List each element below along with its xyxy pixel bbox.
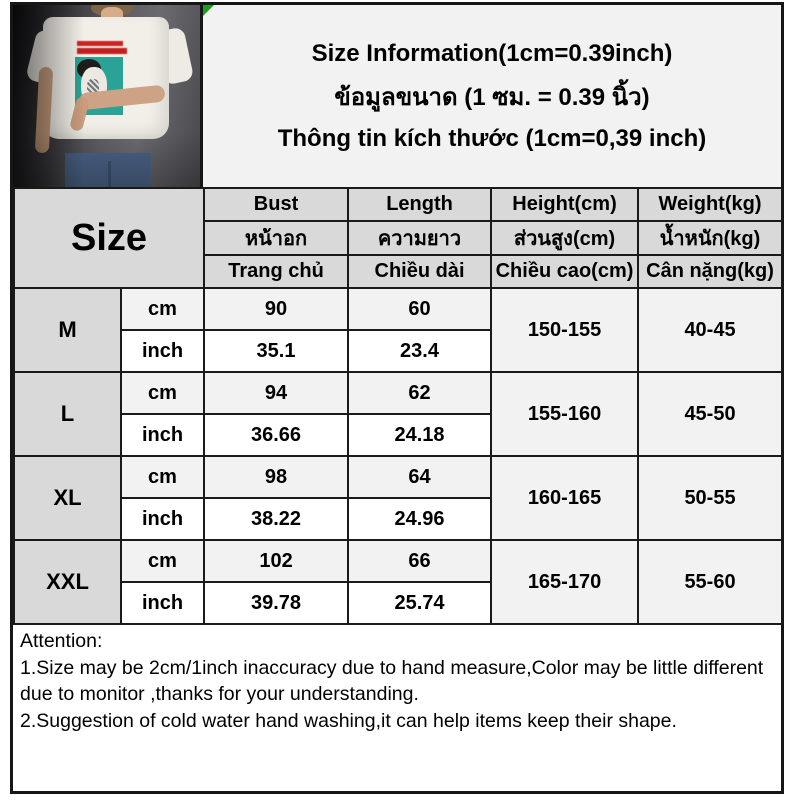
unit-cm: cm xyxy=(121,456,204,498)
xxl-length-cm: 66 xyxy=(348,540,491,582)
m-length-cm: 60 xyxy=(348,288,491,330)
shirt-red-slogan-line1 xyxy=(77,41,123,46)
header-row-english xyxy=(14,188,782,221)
title-box xyxy=(203,5,781,187)
tshirt-sleeve-right xyxy=(154,26,195,85)
table-row-xxl-cm xyxy=(14,540,782,582)
attention-section xyxy=(13,625,781,791)
jeans-seam xyxy=(108,161,111,187)
size-label-xxl: XXL xyxy=(14,540,121,624)
attention-heading: Attention: xyxy=(20,630,103,652)
xxl-height-range: 165-170 xyxy=(491,540,638,624)
model-arm-hanging xyxy=(35,67,53,154)
attention-note-1: 1.Size may be 2cm/1inch inaccuracy due to hand measure,Color may be little different due to monitor ,thanks for your understanding. xyxy=(20,656,764,706)
attention-note-2: 2.Suggestion of cold water hand washing,it can help items keep their shape. xyxy=(20,709,677,732)
xxl-bust-cm: 102 xyxy=(204,540,348,582)
model-hair xyxy=(91,5,133,17)
header-length-th: ความยาว xyxy=(348,221,491,255)
white-tshirt xyxy=(43,17,169,139)
size-label-xl: XL xyxy=(14,456,121,540)
size-table xyxy=(13,187,783,625)
header-height-th: ส่วนสูง(cm) xyxy=(491,221,638,255)
size-label-m: M xyxy=(14,288,121,372)
header-length-vi: Chiều dài xyxy=(348,255,491,288)
xl-weight-range: 50-55 xyxy=(638,456,782,540)
l-bust-cm: 94 xyxy=(204,372,348,414)
shirt-red-slogan-line2 xyxy=(77,48,127,54)
product-photo xyxy=(13,5,203,187)
xl-length-cm: 64 xyxy=(348,456,491,498)
header-height-vi: Chiều cao(cm) xyxy=(491,255,638,288)
header-weight-th: น้ำหนัก(kg) xyxy=(638,221,782,255)
title-english: Size Information(1cm=0.39inch) xyxy=(311,39,673,67)
size-chart-sheet xyxy=(10,2,784,794)
unit-cm: cm xyxy=(121,288,204,330)
header-weight-en: Weight(kg) xyxy=(638,188,782,221)
graphic-face-hair xyxy=(77,59,101,79)
unit-inch: inch xyxy=(121,582,204,624)
table-row-m-cm xyxy=(14,288,782,330)
graphic-face-features xyxy=(87,79,99,95)
xl-bust-cm: 98 xyxy=(204,456,348,498)
m-bust-inch: 35.1 xyxy=(204,330,348,372)
l-length-cm: 62 xyxy=(348,372,491,414)
m-length-inch: 23.4 xyxy=(348,330,491,372)
header-bust-en: Bust xyxy=(204,188,348,221)
green-corner-marker-icon xyxy=(203,5,214,16)
xl-bust-inch: 38.22 xyxy=(204,498,348,540)
l-height-range: 155-160 xyxy=(491,372,638,456)
size-label-l: L xyxy=(14,372,121,456)
m-height-range: 150-155 xyxy=(491,288,638,372)
model-hand xyxy=(69,96,90,132)
tshirt-sleeve-left xyxy=(25,28,65,85)
unit-inch: inch xyxy=(121,498,204,540)
graphic-face xyxy=(81,67,107,105)
m-bust-cm: 90 xyxy=(204,288,348,330)
title-thai: ข้อมูลขนาด (1 ซม. = 0.39 นิ้ว) xyxy=(334,83,650,111)
table-row-xl-cm xyxy=(14,456,782,498)
xxl-bust-inch: 39.78 xyxy=(204,582,348,624)
m-weight-range: 40-45 xyxy=(638,288,782,372)
l-bust-inch: 36.66 xyxy=(204,414,348,456)
xxl-weight-range: 55-60 xyxy=(638,540,782,624)
unit-inch: inch xyxy=(121,330,204,372)
header-length-en: Length xyxy=(348,188,491,221)
xl-height-range: 160-165 xyxy=(491,456,638,540)
table-row-l-cm xyxy=(14,372,782,414)
l-length-inch: 24.18 xyxy=(348,414,491,456)
header-weight-vi: Cân nặng(kg) xyxy=(638,255,782,288)
shirt-teal-graphic xyxy=(75,57,123,115)
unit-inch: inch xyxy=(121,414,204,456)
model-neck xyxy=(101,7,123,23)
top-section xyxy=(13,5,781,187)
xxl-length-inch: 25.74 xyxy=(348,582,491,624)
blue-jeans xyxy=(65,153,151,187)
header-height-en: Height(cm) xyxy=(491,188,638,221)
unit-cm: cm xyxy=(121,372,204,414)
title-vietnamese: Thông tin kích thước (1cm=0,39 inch) xyxy=(277,124,707,152)
xl-length-inch: 24.96 xyxy=(348,498,491,540)
header-bust-vi: Trang chủ xyxy=(204,255,348,288)
model-arm-crossed xyxy=(78,85,165,111)
l-weight-range: 45-50 xyxy=(638,372,782,456)
header-bust-th: หน้าอก xyxy=(204,221,348,255)
unit-cm: cm xyxy=(121,540,204,582)
size-corner-header: Size xyxy=(14,188,204,288)
